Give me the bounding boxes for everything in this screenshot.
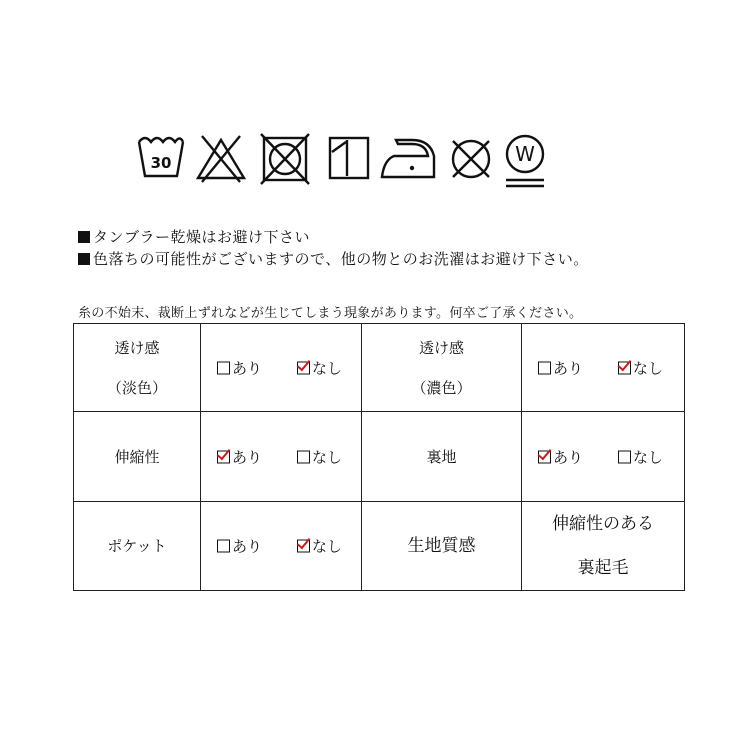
option-cell <box>201 412 362 502</box>
no-tumble-dry-icon <box>258 130 312 185</box>
checked-checkbox-icon <box>538 450 551 463</box>
option-nashi: なし <box>618 446 663 467</box>
option-nashi: なし <box>297 446 342 467</box>
option-cell <box>522 324 685 412</box>
note-item: 色落ちの可能性がございますので、他の物とのお洗濯はお避け下さい。 <box>78 248 589 270</box>
bullet-square-icon <box>78 253 90 265</box>
wash-temp-label: 30 <box>150 154 172 172</box>
checkbox-icon <box>618 450 631 463</box>
checkbox-icon <box>217 540 230 553</box>
spec-table <box>73 323 685 591</box>
option-nashi: なし <box>297 357 342 378</box>
label-cell: 伸縮性 <box>74 412 201 502</box>
option-ari: あり <box>538 446 583 467</box>
option-cell <box>522 412 685 502</box>
label-cell: 透け感 （淡色） <box>74 324 201 412</box>
option-cell <box>201 324 362 412</box>
iron-low-icon <box>376 130 440 185</box>
caveat-text: 糸の不始末、裁断上ずれなどが生じてしまう現象があります。何卒ご了承ください。 <box>78 306 583 321</box>
option-ari: あり <box>538 357 583 378</box>
option-nashi: なし <box>297 536 342 557</box>
option-ari: あり <box>217 357 262 378</box>
label-cell: 裏地 <box>362 412 522 502</box>
checkbox-icon <box>538 361 551 374</box>
table-row <box>74 324 685 412</box>
table-row <box>74 412 685 502</box>
option-cell <box>201 502 362 591</box>
checkbox-icon <box>297 450 310 463</box>
wet-clean-icon <box>500 130 550 190</box>
line-dry-icon <box>324 130 374 185</box>
checked-checkbox-icon <box>297 361 310 374</box>
care-icons <box>130 130 550 190</box>
option-ari: あり <box>217 536 262 557</box>
checkbox-icon <box>217 361 230 374</box>
checked-checkbox-icon <box>618 361 631 374</box>
no-dry-clean-icon <box>446 130 496 185</box>
wash-30-icon <box>136 130 186 185</box>
option-nashi: なし <box>618 357 663 378</box>
checked-checkbox-icon <box>217 450 230 463</box>
care-notes <box>78 226 589 270</box>
wet-clean-label: W <box>515 142 535 166</box>
no-bleach-icon <box>194 130 248 185</box>
note-item: タンブラー乾燥はお避け下さい <box>78 226 589 248</box>
label-cell: 生地質感 <box>362 502 522 591</box>
label-cell: ポケット <box>74 502 201 591</box>
checked-checkbox-icon <box>297 540 310 553</box>
option-ari: あり <box>217 446 262 467</box>
label-cell: 透け感 （濃色） <box>362 324 522 412</box>
bullet-square-icon <box>78 231 90 243</box>
texture-value-cell: 伸縮性のある 裏起毛 <box>522 502 685 591</box>
table-row <box>74 502 685 591</box>
